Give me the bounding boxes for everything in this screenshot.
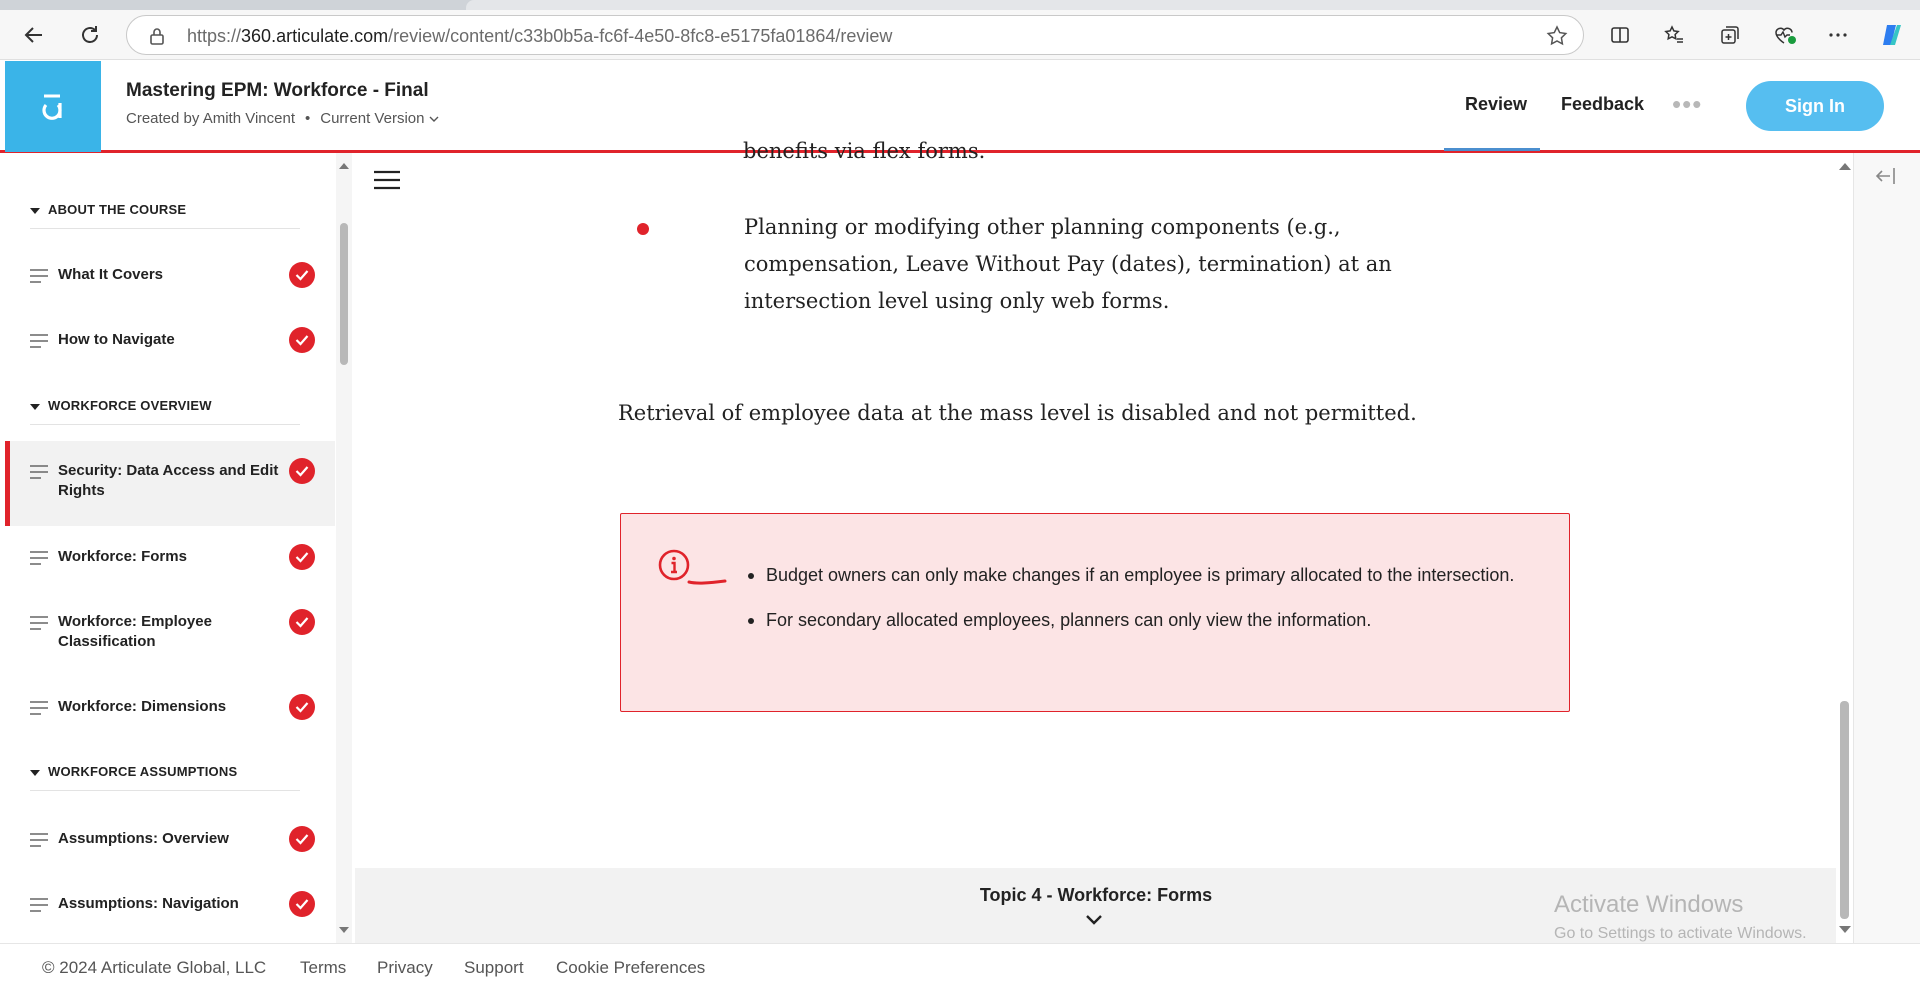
course-meta: Created by Amith Vincent • Current Version (126, 110, 439, 127)
privacy-link[interactable]: Privacy (377, 958, 433, 977)
browser-tab-strip (0, 0, 1920, 10)
note-callout (620, 513, 1570, 712)
collections-icon[interactable] (1712, 17, 1748, 53)
favorites-icon[interactable] (1656, 17, 1692, 53)
favorite-star-icon[interactable] (1545, 24, 1569, 48)
course-title: Mastering EPM: Workforce - Final (126, 80, 429, 101)
lesson-content (355, 139, 1837, 868)
lines-icon (30, 833, 48, 847)
nav-review-underline (1444, 148, 1540, 151)
completed-check-icon (289, 694, 315, 720)
version-dropdown[interactable]: Current Version (320, 110, 438, 127)
lines-icon (30, 551, 48, 565)
sign-in-button[interactable]: Sign In (1746, 81, 1884, 131)
note-item: For secondary allocated employees, planners can only view the information. (766, 610, 1514, 631)
collapse-panel-icon[interactable] (1874, 165, 1900, 187)
course-outline-sidebar (5, 153, 335, 943)
scroll-up-arrow-icon[interactable] (339, 163, 349, 169)
sidebar-item-security[interactable] (5, 441, 335, 526)
sidebar-item-dimensions[interactable] (5, 697, 335, 720)
info-underline-mark (687, 576, 727, 586)
health-icon[interactable] (1767, 17, 1803, 53)
section-header[interactable]: ABOUT THE COURSE (30, 202, 300, 229)
chevron-down-icon[interactable] (1084, 912, 1104, 928)
lock-icon[interactable] (147, 26, 167, 46)
articulate-logo[interactable] (5, 61, 101, 152)
lesson-label: Workforce: Employee Classification (58, 613, 212, 650)
section-header[interactable]: WORKFORCE OVERVIEW (30, 398, 300, 425)
lines-icon (30, 334, 48, 348)
address-bar[interactable] (126, 15, 1584, 55)
caret-down-icon (30, 208, 40, 214)
scroll-up-arrow-icon[interactable] (1839, 163, 1851, 170)
lesson-label: Assumptions: Overview (58, 830, 229, 847)
completed-check-icon (289, 826, 315, 852)
lesson-label: Workforce: Forms (58, 548, 187, 565)
lines-icon (30, 269, 48, 283)
completed-check-icon (289, 458, 315, 484)
note-item: Budget owners can only make changes if an employee is primary allocated to the intersection. (766, 565, 1515, 585)
lesson-label: Assumptions: Navigation (58, 895, 239, 912)
note-list (766, 565, 1514, 655)
browser-toolbar (0, 10, 1920, 60)
scroll-down-arrow-icon[interactable] (1839, 926, 1851, 933)
page-footer (0, 943, 1920, 986)
sidebar-item-what-it-covers[interactable] (5, 265, 335, 288)
completed-check-icon (289, 327, 315, 353)
scroll-thumb[interactable] (1840, 701, 1849, 919)
info-icon (657, 548, 691, 582)
hamburger-menu-icon[interactable] (373, 169, 401, 191)
bullet-text: Planning or modifying other planning components (e.g., compensation, Leave Without Pay (dates), termination) at an intersection level using only web forms. (744, 215, 1392, 313)
previous-bullet-text: benefits via flex forms. (743, 139, 986, 163)
lesson-label: Workforce: Dimensions (58, 698, 227, 715)
body-paragraph: Retrieval of employee data at the mass level is disabled and not permitted. (618, 401, 1417, 425)
caret-down-icon (30, 770, 40, 776)
created-by: Created by Amith Vincent (126, 110, 295, 127)
scroll-down-arrow-icon[interactable] (339, 927, 349, 933)
nav-feedback[interactable]: Feedback (1561, 94, 1645, 114)
sidebar-item-assumptions-overview[interactable] (5, 829, 335, 852)
scroll-thumb[interactable] (340, 223, 348, 365)
lesson-label: How to Navigate (58, 331, 175, 348)
more-menu-icon[interactable] (1820, 17, 1856, 53)
lines-icon (30, 898, 48, 912)
more-options-button[interactable]: ••• (1672, 89, 1703, 119)
lines-icon (30, 616, 48, 630)
section-header[interactable]: WORKFORCE ASSUMPTIONS (30, 764, 300, 791)
refresh-icon[interactable] (72, 17, 108, 53)
completed-check-icon (289, 544, 315, 570)
copyright-text: © 2024 Articulate Global, LLC (42, 958, 267, 977)
url-text: https://360.articulate.com/review/content/c33b0b5a-fc6f-4e50-8fc8-e5175fa01864/review (187, 26, 893, 46)
completed-check-icon (289, 891, 315, 917)
sidebar-item-workforce-forms[interactable] (5, 547, 335, 570)
lesson-label: Security: Data Access and Edit Rights (58, 462, 279, 499)
nav-review[interactable]: Review (1465, 94, 1528, 114)
completed-check-icon (289, 609, 315, 635)
back-icon[interactable] (16, 17, 52, 53)
activate-windows-title: Activate Windows (1554, 891, 1744, 918)
browser-tab[interactable] (466, 0, 1920, 10)
lesson-label: What It Covers (58, 266, 164, 283)
completed-check-icon (289, 262, 315, 288)
split-screen-icon[interactable] (1602, 17, 1638, 53)
support-link[interactable]: Support (464, 958, 524, 977)
sidebar-scrollbar[interactable] (336, 153, 352, 943)
content-scrollbar[interactable] (1836, 153, 1852, 943)
caret-down-icon (30, 404, 40, 410)
next-topic-label[interactable]: Topic 4 - Workforce: Forms (979, 885, 1213, 905)
sidebar-item-assumptions-navigation[interactable] (5, 894, 335, 917)
chevron-down-icon (429, 115, 439, 123)
right-rail (1853, 153, 1920, 943)
copilot-icon[interactable] (1874, 17, 1910, 53)
activate-windows-subtitle: Go to Settings to activate Windows. (1554, 925, 1807, 942)
lines-icon (30, 465, 48, 479)
sidebar-item-employee-classification[interactable] (5, 612, 335, 652)
cookie-preferences-link[interactable]: Cookie Preferences (556, 958, 706, 977)
bullet-marker (637, 223, 649, 235)
terms-link[interactable]: Terms (300, 958, 347, 977)
sidebar-item-how-to-navigate[interactable] (5, 330, 335, 353)
lines-icon (30, 701, 48, 715)
